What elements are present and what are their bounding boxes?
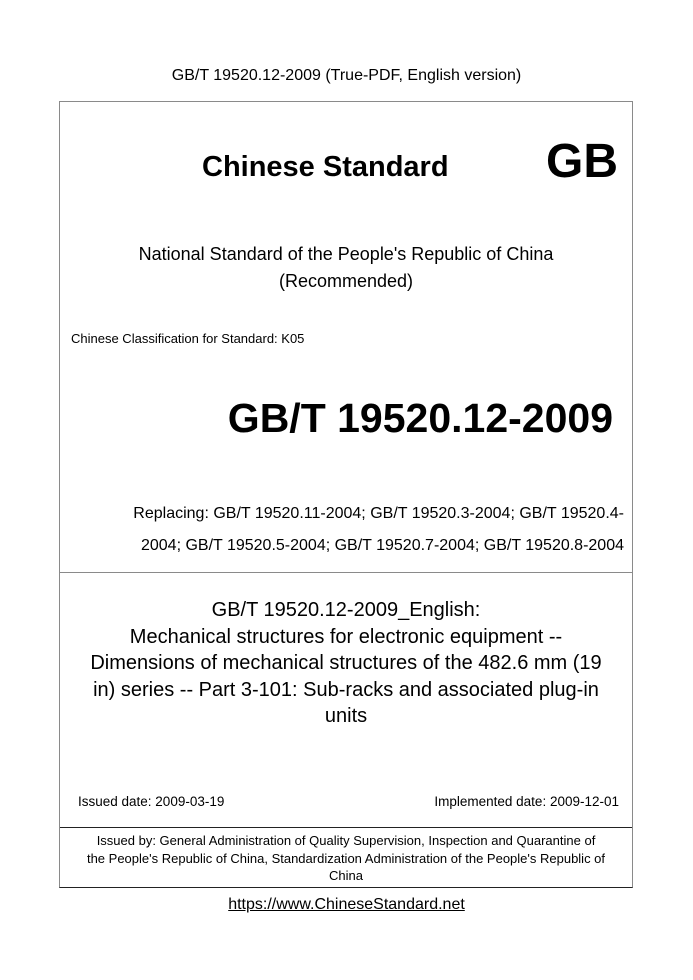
replacing-text (100, 498, 624, 562)
title-line-4: in) series -- Part 3-101: Sub-racks and associated plug-in (93, 678, 599, 701)
standard-number: GB/T 19520.12-2009 (227, 395, 613, 441)
national-line-1: National Standard of the People's Republic of China (138, 244, 554, 264)
cover-top-section (60, 102, 632, 572)
replacing-line-1: Replacing: GB/T 19520.11-2004; GB/T 19520.3-2004; GB/T 19520.4- (133, 505, 624, 522)
title-line-5: units (324, 705, 368, 727)
cover-heading: Chinese Standard (202, 151, 449, 183)
issuer-section (60, 827, 632, 888)
implemented-date: Implemented date: 2009-12-01 (434, 794, 619, 809)
issuer-line-1: Issued by: General Administration of Quality Supervision, Inspection and Quarantine of (96, 833, 596, 848)
document-header: GB/T 19520.12-2009 (True-PDF, English version) (171, 67, 522, 84)
title-line-1: GB/T 19520.12-2009_English: (211, 599, 481, 621)
title-line-3: Dimensions of mechanical structures of the 482.6 mm (19 (90, 652, 602, 674)
title-section (60, 572, 632, 828)
website-link[interactable]: https://www.ChineseStandard.net (228, 896, 465, 913)
national-line-2: (Recommended) (278, 271, 414, 291)
issued-date: Issued date: 2009-03-19 (78, 794, 225, 809)
classification-text: Chinese Classification for Standard: K05 (71, 331, 305, 346)
national-standard-text (60, 241, 632, 295)
issuer-line-2: the People's Republic of China, Standardization Administration of the People's Republic of (86, 850, 606, 866)
cover-frame (59, 101, 633, 888)
title-line-2: Mechanical structures for electronic equipment -- (129, 625, 563, 648)
gb-mark: GB (546, 135, 618, 188)
english-title (70, 597, 622, 730)
issuer-text (60, 832, 632, 885)
replacing-line-2: 2004; GB/T 19520.5-2004; GB/T 19520.7-2004; GB/T 19520.8-2004 (140, 537, 624, 554)
issuer-line-3: China (329, 868, 363, 883)
